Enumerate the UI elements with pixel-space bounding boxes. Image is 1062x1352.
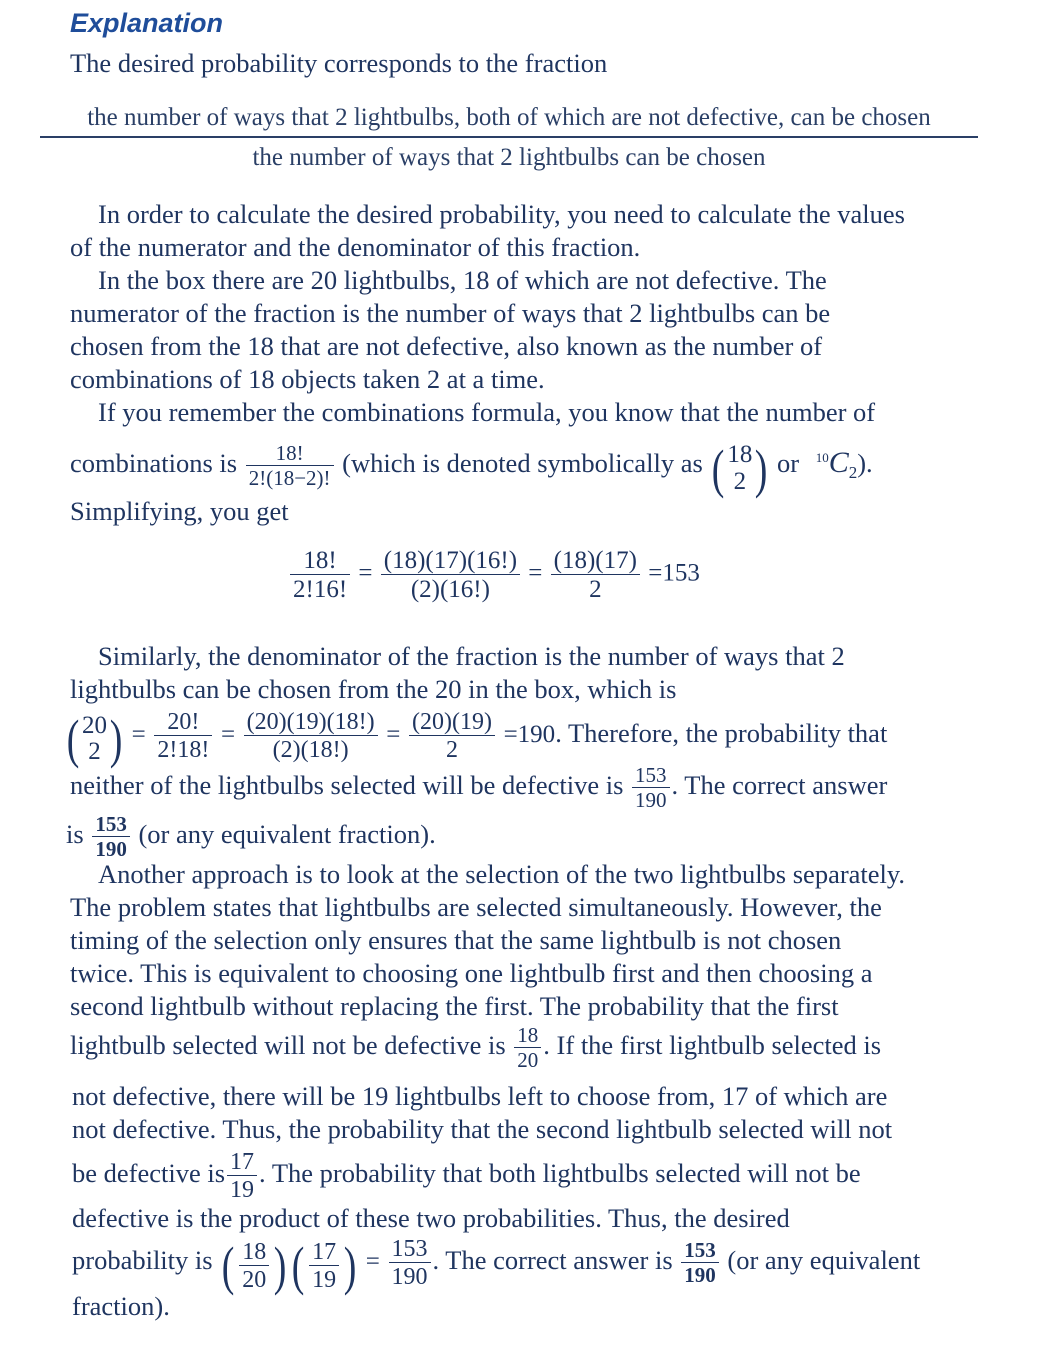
equation-denominator: ( 20 2 ) = $\frac{20!}{2!18!}$ = $\frac{(20)(19)(18!)}{(2)(18!)}$ = $\frac{(20)(19)}{2}$ =190. Therefore, the probability that (64, 702, 887, 767)
numerator: 18! (290, 548, 350, 575)
text: ). (857, 447, 873, 478)
paragraph-line: defective is the product of these two probabilities. Thus, the desired (72, 1203, 790, 1233)
numerator: (18)(17) (551, 548, 640, 575)
numerator: 153 (389, 1237, 431, 1263)
text: combinations is (70, 447, 238, 478)
result: =153 (648, 559, 700, 587)
numerator: 20! (154, 710, 212, 736)
fraction-18-20 (514, 1022, 541, 1072)
text: (which is denoted symbolically as (342, 447, 703, 478)
denominator: 2 (445, 736, 458, 763)
numerator: 153 (92, 814, 130, 837)
numerator: 153 (681, 1240, 719, 1263)
binom-top: 20 (81, 711, 107, 739)
denominator: 19 (230, 1176, 255, 1203)
text: (or any equivalent (727, 1245, 921, 1275)
paragraph-line: Another approach is to look at the selection of the two lightbulbs separately. (98, 859, 906, 889)
combination-formula (246, 440, 334, 490)
paragraph-line: numerator of the fraction is the number of ways that 2 lightbulbs can be (70, 298, 831, 328)
binomial-20-2: ( 20 2 ) (66, 708, 123, 769)
numerator: 18 (239, 1240, 269, 1266)
paragraph-line: fraction). (72, 1291, 170, 1321)
fraction-153-190 (389, 1237, 431, 1289)
denominator: 190 (95, 836, 127, 861)
paragraph-line: chosen from the 18 that are not defective, also known as the number of (70, 331, 823, 361)
text: neither of the lightbulbs selected will be defective is (70, 770, 624, 800)
fraction (409, 710, 495, 762)
text: (or any equivalent fraction). (138, 819, 436, 849)
numerator: 18 (514, 1025, 541, 1048)
section-heading: Explanation (70, 8, 224, 38)
denominator: 190 (684, 1262, 716, 1287)
first-probability-line (70, 1017, 881, 1073)
fraction-17-19 (227, 1150, 257, 1202)
paragraph-line: lightbulbs can be chosen from the 20 in the box, which is (70, 674, 677, 704)
paragraph-line: In the box there are 20 lightbulbs, 18 of which are not defective. The (98, 265, 827, 295)
paragraph-line: not defective. Thus, the probability that the second lightbulb selected will not (72, 1114, 893, 1144)
text: . If the first lightbulb selected is (543, 1030, 882, 1060)
denominator: 2!18! (157, 736, 210, 763)
denominator: 2!16! (293, 576, 348, 603)
fraction (244, 710, 378, 762)
intro-text: The desired probability corresponds to the fraction (70, 48, 608, 78)
denominator: 190 (391, 1263, 428, 1290)
denominator: 2 (589, 576, 602, 603)
paragraph-line: second lightbulb without replacing the first. The probability that the first (70, 991, 839, 1021)
numerator: 18! (246, 443, 334, 466)
answer-fraction (92, 811, 130, 861)
fraction-numerator: the number of ways that 2 lightbulbs, both of which are not defective, can be chosen (87, 104, 931, 131)
c-subscript: 2 (848, 463, 858, 483)
paragraph-line: timing of the selection only ensures that the same lightbulb is not chosen (70, 925, 842, 955)
text: or (777, 447, 800, 478)
text: is (66, 819, 84, 849)
numerator: (20)(19) (409, 710, 495, 736)
paragraph-line: In order to calculate the desired probability, you need to calculate the values (98, 199, 905, 229)
binom-bottom: 2 (88, 737, 101, 765)
text: probability is (72, 1245, 213, 1275)
numerator: (18)(17)(16!) (381, 548, 520, 575)
numerator: 153 (632, 765, 670, 788)
binom-top: 18 (727, 441, 753, 469)
paragraph-line: If you remember the combinations formula, you know that the number of (98, 397, 876, 427)
binomial-18-2: ( 18 2 ) (712, 438, 768, 499)
c-letter: C (828, 445, 849, 479)
binom-bottom: 2 (733, 467, 747, 495)
denominator: (2)(16!) (410, 576, 490, 603)
fraction-153-190 (632, 762, 670, 812)
fraction (154, 710, 212, 762)
fraction (381, 548, 520, 602)
denominator: 20 (242, 1266, 267, 1293)
text: . Therefore, the probability that (555, 718, 888, 748)
paragraph-line: not defective, there will be 19 lightbulbs left to choose from, 17 of which are (72, 1081, 888, 1111)
denominator: 20 (517, 1047, 539, 1072)
paragraph-line: Similarly, the denominator of the fraction is the number of ways that 2 (98, 641, 845, 671)
probability-fraction (40, 104, 978, 172)
paragraph-line: Simplifying, you get (70, 496, 289, 526)
fraction-denominator: the number of ways that 2 lightbulbs can be chosen (252, 144, 766, 171)
paragraph-line: The problem states that lightbulbs are selected simultaneously. However, the (70, 892, 882, 922)
fraction (551, 548, 640, 602)
text: . The probability that both lightbulbs selected will not be (259, 1158, 861, 1188)
fraction (290, 548, 350, 602)
second-probability-line (72, 1142, 861, 1204)
numerator: 17 (309, 1240, 339, 1266)
numerator: 17 (227, 1150, 257, 1176)
paren-fraction-18-20: ( $\frac{18}{20}$ ) (221, 1235, 287, 1296)
c-superscript: 10 (815, 450, 829, 465)
paragraph-line: of the numerator and the denominator of this fraction. (70, 232, 641, 262)
answer-fraction (681, 1237, 719, 1287)
text: . The correct answer (671, 770, 888, 800)
product-line (72, 1230, 921, 1296)
equation-numerator: $\frac{18!}{2!16!}$ = $\frac{(18)(17)(16!)}{(2)(16!)}$ = $\frac{(18)(17)}{2}$ =153 (288, 548, 700, 602)
result: =190 (503, 721, 556, 748)
probability-line (70, 757, 887, 813)
fraction-bar (40, 136, 978, 138)
answer-line (66, 808, 436, 860)
denominator: 190 (635, 787, 667, 812)
combinations-line (70, 428, 873, 503)
denominator: 19 (312, 1266, 337, 1293)
text: lightbulb selected will not be defective is (70, 1030, 506, 1060)
text: be defective is (72, 1158, 226, 1188)
denominator: 2!(18−2)! (248, 465, 331, 490)
numerator: (20)(19)(18!) (244, 710, 378, 736)
equals: = (365, 1248, 380, 1275)
paragraph-line: combinations of 18 objects taken 2 at a time. (70, 364, 545, 394)
denominator: (2)(18!) (272, 736, 349, 763)
paragraph-line: twice. This is equivalent to choosing one lightbulb first and then choosing a (70, 958, 873, 988)
paren-fraction-17-19: ( $\frac{17}{19}$ ) (291, 1235, 357, 1296)
text: . The correct answer is (432, 1245, 673, 1275)
